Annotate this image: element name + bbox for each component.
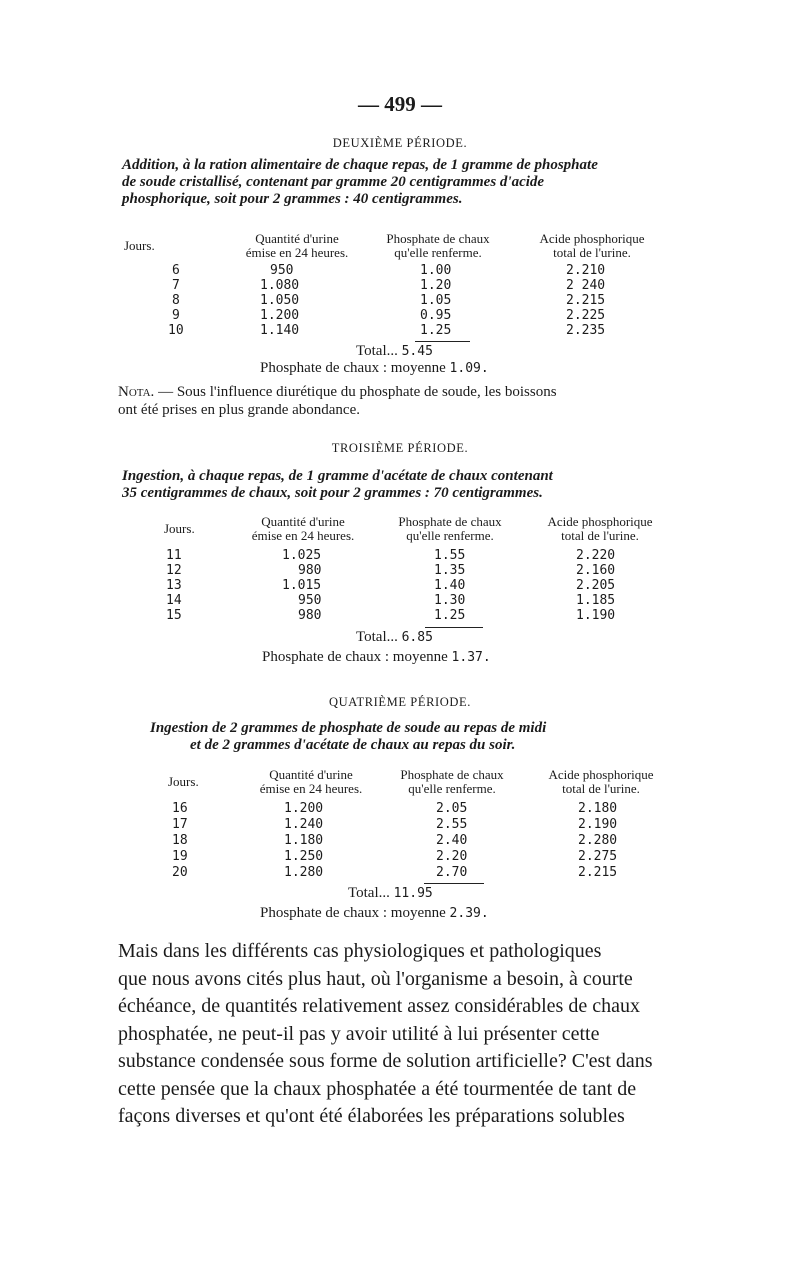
header-phosphate xyxy=(368,232,508,260)
header-line: émise en 24 heures. xyxy=(245,245,349,260)
cell-jour: 14 xyxy=(166,593,182,608)
cell-jour: 20 xyxy=(172,865,188,880)
cell-acide: 2.225 xyxy=(566,308,606,323)
table-row xyxy=(0,593,800,609)
table-row xyxy=(0,323,800,339)
table-row xyxy=(0,833,800,849)
cell-acide: 1.185 xyxy=(576,593,616,608)
cell-jour: 11 xyxy=(166,548,182,563)
header-line: Phosphate de chaux xyxy=(386,231,490,246)
header-phosphate xyxy=(380,515,520,543)
cell-phosphate: 1.20 xyxy=(420,278,452,293)
cell-acide: 2.280 xyxy=(578,833,618,848)
average-line xyxy=(260,360,489,377)
cell-urine: 950 xyxy=(270,263,294,278)
cell-phosphate: 1.25 xyxy=(420,323,452,338)
intro-line: Ingestion de 2 grammes de phosphate de soude au repas de midi xyxy=(150,720,547,736)
header-line: Acide phosphorique xyxy=(548,767,654,782)
paragraph-line: phosphatée, ne peut-il pas y avoir utilité à lui présenter cette xyxy=(118,1022,600,1045)
cell-phosphate: 1.25 xyxy=(434,608,466,623)
table-row xyxy=(0,278,800,294)
page-number: — 499 — xyxy=(358,92,442,116)
cell-phosphate: 0.95 xyxy=(420,308,452,323)
average-value: 1.09. xyxy=(449,361,489,376)
average-line xyxy=(260,905,489,922)
header-line: émise en 24 heures. xyxy=(259,781,363,796)
cell-acide: 2.235 xyxy=(566,323,606,338)
header-line: total de l'urine. xyxy=(553,245,631,260)
cell-phosphate: 2.20 xyxy=(436,849,468,864)
cell-urine: 1.200 xyxy=(284,801,324,816)
header-jours: Jours. xyxy=(124,238,155,253)
cell-jour: 9 xyxy=(172,308,180,323)
header-acide xyxy=(522,232,662,260)
cell-urine: 980 xyxy=(298,608,322,623)
average-label: Phosphate de chaux : moyenne xyxy=(262,649,448,665)
header-acide xyxy=(530,515,670,543)
cell-jour: 12 xyxy=(166,563,182,578)
header-urine xyxy=(238,515,368,543)
table-row xyxy=(0,865,800,881)
cell-phosphate: 1.05 xyxy=(420,293,452,308)
table-row xyxy=(0,801,800,817)
average-line xyxy=(262,649,491,666)
cell-phosphate: 1.35 xyxy=(434,563,466,578)
average-label: Phosphate de chaux : moyenne xyxy=(260,360,446,376)
paragraph-line: substance condensée sous forme de solution artificielle? C'est dans xyxy=(118,1050,653,1072)
cell-acide: 2.220 xyxy=(576,548,616,563)
cell-phosphate: 2.40 xyxy=(436,833,468,848)
cell-jour: 15 xyxy=(166,608,182,623)
cell-jour: 18 xyxy=(172,833,188,848)
cell-jour: 6 xyxy=(172,263,180,278)
total-line xyxy=(356,629,433,646)
header-urine xyxy=(232,232,362,260)
nota-line xyxy=(118,383,678,401)
paragraph-line: échéance, de quantités relativement assez considérables de chaux xyxy=(118,995,640,1017)
cell-urine: 950 xyxy=(298,593,322,608)
period-intro xyxy=(150,720,710,754)
body-paragraph xyxy=(118,938,678,1131)
cell-acide: 1.190 xyxy=(576,608,616,623)
intro-line: Addition, à la ration alimentaire de chaque repas, de 1 gramme de phosphate xyxy=(122,157,598,173)
table-row xyxy=(0,263,800,279)
cell-urine: 1.025 xyxy=(282,548,322,563)
cell-urine: 1.015 xyxy=(282,578,322,593)
header-line: Quantité d'urine xyxy=(269,767,353,782)
cell-acide: 2 240 xyxy=(566,278,606,293)
header-line: Phosphate de chaux xyxy=(398,514,502,529)
header-line: qu'elle renferme. xyxy=(408,781,496,796)
nota-text: — Sous l'influence diurétique du phosphate de soude, les boissons xyxy=(158,384,557,400)
cell-phosphate: 1.55 xyxy=(434,548,466,563)
sum-rule xyxy=(425,627,483,628)
header-line: total de l'urine. xyxy=(561,528,639,543)
cell-jour: 7 xyxy=(172,278,180,293)
period-title: QUATRIÈME PÉRIODE. xyxy=(328,695,472,709)
header-urine xyxy=(246,768,376,796)
cell-urine: 1.180 xyxy=(284,833,324,848)
cell-jour: 8 xyxy=(172,293,180,308)
total-line xyxy=(356,343,433,360)
header-line: Acide phosphorique xyxy=(547,514,653,529)
paragraph-line: cette pensée que la chaux phosphatée a été tourmentée de tant de xyxy=(118,1077,637,1100)
header-line: Acide phosphorique xyxy=(539,231,645,246)
nota-label: Nota. xyxy=(118,384,155,400)
nota-line: ont été prises en plus grande abondance. xyxy=(118,402,360,418)
period-intro xyxy=(122,468,682,502)
header-line: qu'elle renferme. xyxy=(406,528,494,543)
intro-line: phosphorique, soit pour 2 grammes : 40 centigrammes. xyxy=(122,191,463,207)
cell-phosphate: 2.55 xyxy=(436,817,468,832)
sum-rule xyxy=(415,341,470,342)
total-line xyxy=(348,885,433,902)
cell-urine: 980 xyxy=(298,563,322,578)
cell-acide: 2.215 xyxy=(578,865,618,880)
period-title: DEUXIÈME PÉRIODE. xyxy=(332,136,468,150)
average-value: 1.37. xyxy=(451,650,491,665)
average-label: Phosphate de chaux : moyenne xyxy=(260,905,446,921)
intro-line: Ingestion, à chaque repas, de 1 gramme d'acétate de chaux contenant xyxy=(122,468,553,484)
table-row xyxy=(0,849,800,865)
intro-line: 35 centigrammes de chaux, soit pour 2 grammes : 70 centigrammes. xyxy=(122,485,543,501)
intro-line: de soude cristallisé, contenant par gramme 20 centigrammes d'acide xyxy=(122,174,545,190)
cell-urine: 1.200 xyxy=(260,308,300,323)
table-row xyxy=(0,817,800,833)
total-value: 6.85 xyxy=(401,630,433,645)
cell-acide: 2.160 xyxy=(576,563,616,578)
cell-urine: 1.250 xyxy=(284,849,324,864)
table-row xyxy=(0,608,800,624)
header-line: émise en 24 heures. xyxy=(251,528,355,543)
table-row xyxy=(0,308,800,324)
paragraph-line: façons diverses et qu'ont été élaborées les préparations solubles xyxy=(118,1105,625,1127)
header-line: Phosphate de chaux xyxy=(400,767,504,782)
cell-urine: 1.280 xyxy=(284,865,324,880)
total-value: 11.95 xyxy=(393,886,433,901)
cell-jour: 19 xyxy=(172,849,188,864)
header-line: qu'elle renferme. xyxy=(394,245,482,260)
average-value: 2.39. xyxy=(449,906,489,921)
cell-acide: 2.275 xyxy=(578,849,618,864)
cell-phosphate: 2.70 xyxy=(436,865,468,880)
cell-acide: 2.210 xyxy=(566,263,606,278)
cell-phosphate: 1.40 xyxy=(434,578,466,593)
header-line: total de l'urine. xyxy=(562,781,640,796)
total-label: Total... xyxy=(356,343,398,359)
cell-phosphate: 1.30 xyxy=(434,593,466,608)
cell-phosphate: 2.05 xyxy=(436,801,468,816)
cell-urine: 1.050 xyxy=(260,293,300,308)
header-acide xyxy=(528,768,674,796)
cell-jour: 13 xyxy=(166,578,182,593)
table-row xyxy=(0,563,800,579)
cell-jour: 16 xyxy=(172,801,188,816)
total-value: 5.45 xyxy=(401,344,433,359)
cell-jour: 17 xyxy=(172,817,188,832)
table-row xyxy=(0,578,800,594)
cell-jour: 10 xyxy=(168,323,184,338)
paragraph-line: Mais dans les différents cas physiologiques et pathologiques xyxy=(118,940,602,962)
cell-acide: 2.215 xyxy=(566,293,606,308)
paragraph-line: que nous avons cités plus haut, où l'organisme a besoin, à courte xyxy=(118,967,633,990)
cell-urine: 1.140 xyxy=(260,323,300,338)
cell-acide: 2.180 xyxy=(578,801,618,816)
header-jours: Jours. xyxy=(168,774,199,789)
table-row xyxy=(0,548,800,564)
total-label: Total... xyxy=(356,629,398,645)
cell-phosphate: 1.00 xyxy=(420,263,452,278)
sum-rule xyxy=(424,883,484,884)
header-line: Quantité d'urine xyxy=(255,231,339,246)
cell-urine: 1.080 xyxy=(260,278,300,293)
cell-acide: 2.205 xyxy=(576,578,616,593)
period-title: TROISIÈME PÉRIODE. xyxy=(331,441,469,455)
header-jours: Jours. xyxy=(164,521,195,536)
intro-line: et de 2 grammes d'acétate de chaux au repas du soir. xyxy=(190,737,516,753)
total-label: Total... xyxy=(348,885,390,901)
period-intro xyxy=(122,157,682,208)
header-phosphate xyxy=(382,768,522,796)
cell-urine: 1.240 xyxy=(284,817,324,832)
table-row xyxy=(0,293,800,309)
nota xyxy=(118,383,678,419)
header-line: Quantité d'urine xyxy=(261,514,345,529)
cell-acide: 2.190 xyxy=(578,817,618,832)
